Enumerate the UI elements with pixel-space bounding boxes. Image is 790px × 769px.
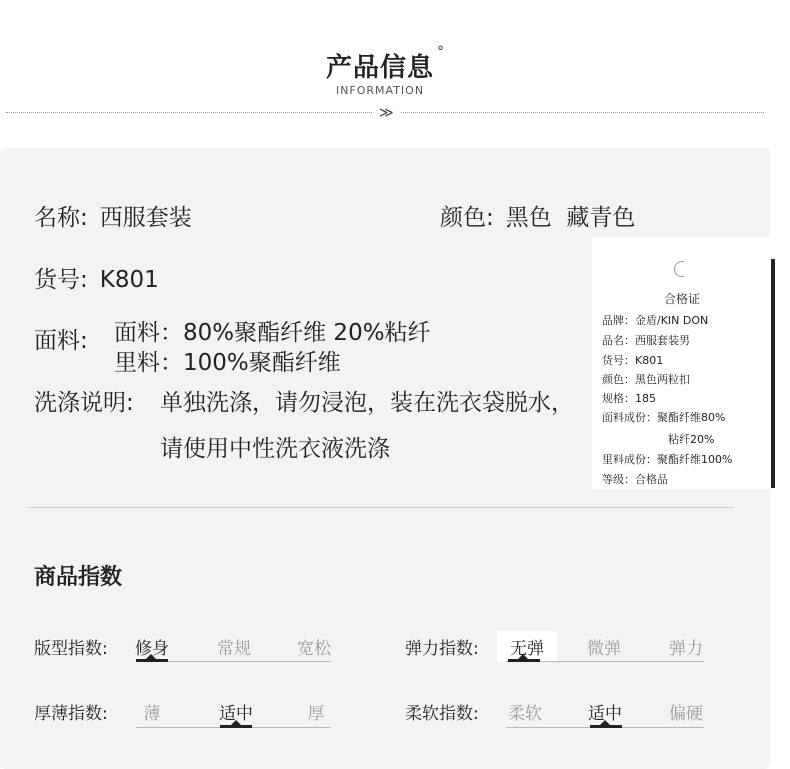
softness-option-stiff: 偏硬	[669, 704, 703, 724]
tag-line: 等级：合格品	[602, 473, 668, 486]
tag-line: 货号：K801	[602, 354, 664, 367]
wash-label: 洗涤说明:	[34, 390, 134, 416]
elasticity-option-none: 无弹	[497, 631, 557, 662]
thickness-option-medium: 适中	[219, 704, 253, 724]
thickness-option-thin: 薄	[143, 704, 161, 724]
thickness-option-thick: 厚	[307, 704, 325, 724]
tag-line: 品名：西服套装男	[602, 334, 690, 347]
header	[0, 0, 790, 150]
thickness-index-label: 厚薄指数:	[34, 704, 108, 724]
tag-line: 面料成份：聚酯纤维80%	[602, 411, 726, 424]
tag-line: 颜色：黑色两粒扣	[602, 373, 690, 386]
sku-label: 货号:	[34, 267, 88, 293]
fit-index-label: 版型指数:	[34, 639, 108, 659]
fabric-lining: 里料：100%聚酯纤维	[114, 350, 341, 376]
wash-line-2: 请使用中性洗衣液洗涤	[160, 436, 390, 462]
section-title: 产品信息	[325, 53, 434, 83]
tag-title: 合格证	[663, 292, 700, 306]
sku-row	[34, 261, 159, 294]
tag-line: 里料成份：聚酯纤维100%	[602, 453, 733, 466]
qualification-tag	[592, 237, 772, 489]
name-label: 名称:	[34, 205, 88, 231]
section-subtitle: INFORMATION	[335, 84, 425, 97]
name-value: 西服套装	[99, 205, 192, 231]
name-row	[34, 199, 192, 232]
tag-line: 品牌：金盾/KIN DON	[602, 314, 709, 327]
softness-option-medium: 适中	[588, 704, 622, 724]
fabric-label: 面料:	[34, 328, 88, 354]
fit-option-slim: 修身	[135, 639, 169, 659]
softness-option-soft: 柔软	[508, 704, 542, 724]
degree-mark: °	[437, 44, 444, 60]
fit-option-regular: 常规	[217, 639, 251, 659]
sku-value: K801	[99, 267, 159, 293]
softness-index-label: 柔软指数:	[405, 704, 479, 724]
softness-selected-bar	[590, 725, 622, 728]
thickness-selected-bar	[220, 725, 252, 728]
elasticity-option-stretch: 弹力	[669, 639, 703, 659]
section-divider	[28, 507, 734, 508]
elasticity-selected-bar	[508, 659, 540, 662]
tag-line: 规格：185	[602, 392, 656, 405]
elasticity-option-slight: 微弹	[587, 639, 621, 659]
color-label: 颜色:	[440, 205, 494, 231]
fit-selected-bar	[136, 659, 168, 662]
indices-title: 商品指数	[34, 565, 123, 590]
tag-line: 粘纤20%	[668, 433, 715, 446]
wash-line-1: 单独洗涤，请勿浸泡，装在洗衣袋脱水，	[160, 390, 574, 416]
tag-edge	[771, 259, 775, 488]
color-row	[440, 199, 635, 232]
chevron-down-icon: ≫	[373, 106, 400, 120]
color-value: 黑色 藏青色	[505, 205, 636, 231]
tag-hole-icon	[674, 261, 684, 277]
fit-option-loose: 宽松	[297, 639, 331, 659]
elasticity-index-label: 弹力指数:	[405, 639, 479, 659]
fabric-outer: 面料：80%聚酯纤维 20%粘纤	[114, 320, 431, 346]
